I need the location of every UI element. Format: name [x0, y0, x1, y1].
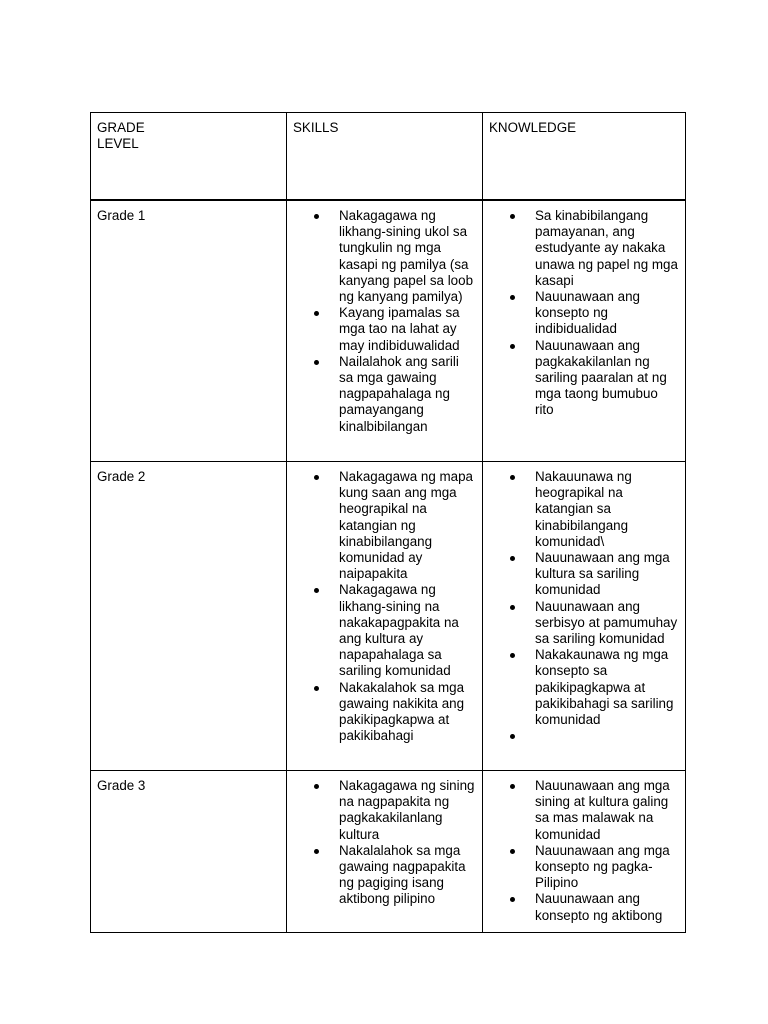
knowledge-list — [489, 778, 679, 924]
list-item-text: Nailalahok ang sarili sa mga gawaing nagpapahalaga ng pamayangang kinalbibilangan — [339, 353, 459, 434]
bullet-icon — [314, 849, 319, 854]
list-item-text: Nakagagawa ng sining na nagpapakita ng pagkakakilanlang kultura — [339, 778, 475, 842]
list-item — [293, 469, 476, 582]
bullet-icon — [510, 897, 515, 902]
list-item — [293, 778, 476, 843]
list-item-text: Nauunawaan ang mga sining at kultura galing sa mas malawak na komunidad — [535, 778, 670, 842]
list-item-text: Nakagagawa ng mapa kung saan ang mga heograpikal na katangian ng kinabibilangang komunidad ay naipapakita — [339, 469, 473, 582]
bullet-icon — [314, 214, 319, 219]
list-item — [293, 680, 476, 745]
list-item-text: Nauunawaan ang konsepto ng indibidualidad — [535, 289, 640, 337]
curriculum-table — [90, 112, 686, 933]
list-item — [489, 599, 679, 648]
list-item-empty — [489, 728, 679, 744]
bullet-icon — [314, 311, 319, 316]
knowledge-cell — [483, 200, 686, 462]
skills-cell — [287, 462, 483, 771]
list-item-text: Nauunawaan ang mga konsepto ng pagka-Pilipino — [535, 842, 670, 891]
list-item-text: Kayang ipamalas sa mga tao na lahat ay may indibiduwalidad — [339, 305, 460, 353]
list-item-text: Nauunawaan ang mga kultura sa sariling komunidad — [535, 550, 670, 598]
table-row — [91, 200, 686, 462]
list-item-text: Sa kinabibilangang pamayanan, ang estudyante ay nakaka unawa ng papel ng mga kasapi — [535, 208, 678, 288]
bullet-icon — [510, 653, 515, 658]
header-grade-level-line1: GRADE — [97, 120, 145, 135]
skills-list — [293, 469, 476, 744]
list-item-text: Nakakalahok sa mga gawaing nakikita ang pakikipagkapwa at pakikibahagi — [339, 679, 465, 744]
bullet-icon — [510, 344, 515, 349]
knowledge-list — [489, 208, 679, 419]
bullet-icon — [510, 214, 515, 219]
list-item — [293, 582, 476, 679]
bullet-icon — [510, 295, 515, 300]
grade-cell: Grade 2 — [91, 462, 287, 771]
header-knowledge: KNOWLEDGE — [483, 113, 686, 201]
knowledge-list — [489, 469, 679, 744]
list-item-text: Nakagagawa ng likhang-sining ukol sa tungkulin ng mga kasapi ng pamilya (sa kanyang papel sa loob ng kanyang pamilya) — [339, 208, 474, 305]
list-item — [489, 550, 679, 599]
list-item — [293, 305, 476, 354]
list-item-text: Nauunawaan ang konsepto ng aktibong — [535, 891, 663, 923]
bullet-icon — [314, 588, 319, 593]
bullet-icon — [510, 734, 515, 739]
list-item — [293, 208, 476, 305]
bullet-icon — [314, 360, 319, 365]
table-row — [91, 771, 686, 933]
bullet-icon — [510, 556, 515, 561]
grade-cell: Grade 3 — [91, 771, 287, 933]
list-item — [489, 647, 679, 728]
skills-cell — [287, 771, 483, 933]
knowledge-cell — [483, 771, 686, 933]
bullet-icon — [314, 475, 319, 480]
list-item — [489, 208, 679, 289]
bullet-icon — [314, 784, 319, 789]
bullet-icon — [314, 686, 319, 691]
list-item — [489, 843, 679, 892]
list-item — [489, 469, 679, 550]
list-item-text: Nakauunawa ng heograpikal na katangian sa kinabibilangang komunidad\ — [535, 469, 632, 549]
list-item — [489, 289, 679, 338]
knowledge-cell — [483, 462, 686, 771]
bullet-icon — [510, 605, 515, 610]
bullet-icon — [510, 784, 515, 789]
list-item-text: Nakalalahok sa mga gawaing nagpapakita ng pagiging isang aktibong pilipino — [339, 842, 466, 907]
list-item — [293, 843, 476, 908]
list-item — [489, 891, 679, 923]
list-item — [489, 338, 679, 419]
list-item-text: Nakakaunawa ng mga konsepto sa pakikipagkapwa at pakikibahagi sa sariling komunidad — [535, 647, 674, 728]
header-grade-level-line2: LEVEL — [97, 136, 139, 152]
table-header-row — [91, 113, 686, 201]
list-item-text: Nakagagawa ng likhang-sining na nakakapagpakita na ang kultura ay napapahalaga sa sariling komunidad — [339, 582, 459, 679]
list-item-text: Nauunawaan ang pagkakakilanlan ng sariling paaralan at ng mga taong bumubuo rito — [535, 337, 667, 418]
skills-list — [293, 208, 476, 435]
list-item — [489, 778, 679, 843]
list-item-text: Nauunawaan ang serbisyo at pamumuhay sa sariling komunidad — [535, 598, 678, 647]
header-grade-level — [91, 113, 287, 201]
table-row — [91, 462, 686, 771]
bullet-icon — [510, 475, 515, 480]
header-skills: SKILLS — [287, 113, 483, 201]
skills-cell — [287, 200, 483, 462]
bullet-icon — [510, 849, 515, 854]
skills-list — [293, 778, 476, 908]
list-item — [293, 354, 476, 435]
grade-cell: Grade 1 — [91, 200, 287, 462]
